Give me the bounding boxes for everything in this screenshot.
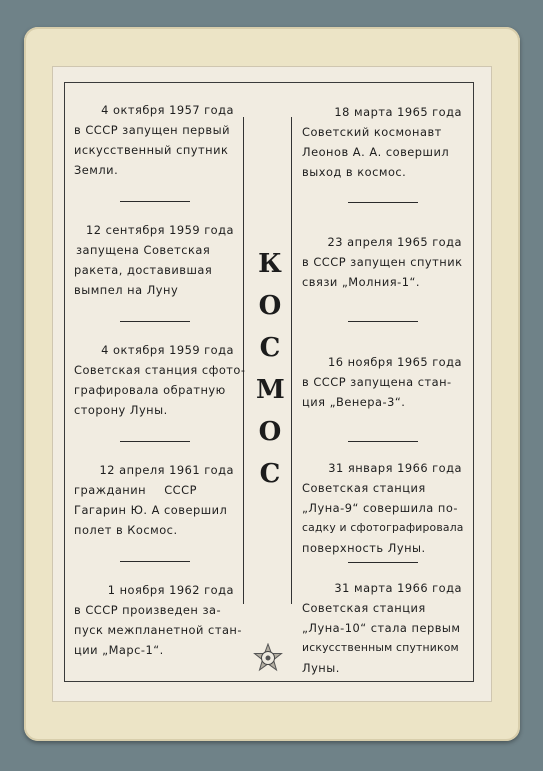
- separator: [120, 561, 190, 562]
- entry-line: Советский космонавт: [302, 125, 442, 139]
- entry-line: ракета, доставившая: [74, 263, 213, 277]
- entry-date: 18 марта 1965 года: [334, 105, 462, 119]
- entry-line: Советская станция: [302, 481, 426, 495]
- entry-date: 1 ноября 1962 года: [107, 583, 234, 597]
- right-entry-3: [302, 352, 462, 412]
- star-emblem-icon: [253, 643, 283, 673]
- entry-line: вымпел на Луну: [74, 283, 179, 297]
- right-entry-2: [302, 232, 463, 292]
- entry-date: 12 апреля 1961 года: [99, 463, 234, 477]
- separator: [120, 321, 190, 322]
- entry-line: Луны.: [302, 661, 340, 675]
- entry-line: запущена Советская: [76, 243, 211, 257]
- title-letter: О: [258, 291, 282, 321]
- entry-line: Советская станция сфото-: [74, 363, 246, 377]
- entry-date: 31 января 1966 года: [328, 461, 462, 475]
- entry-line: полет в Космос.: [74, 523, 178, 537]
- right-entry-1: [302, 102, 462, 182]
- entry-line: ции „Марс-1“.: [74, 643, 164, 657]
- right-entry-5: [302, 578, 462, 678]
- entry-line: Леонов А. А. совершил: [302, 145, 450, 159]
- entry-line: искусственным спутником: [302, 641, 459, 654]
- entry-date: 31 марта 1966 года: [334, 581, 462, 595]
- entry-line: Земли.: [74, 163, 119, 177]
- separator: [348, 441, 418, 442]
- entry-line: ция „Венера-3“.: [302, 395, 406, 409]
- entry-date: 16 ноября 1965 года: [327, 355, 462, 369]
- entry-line: „Луна-10“ стала первым: [302, 621, 461, 635]
- separator: [348, 202, 418, 203]
- entry-line: Гагарин Ю. А совершил: [74, 503, 228, 517]
- entry-line: поверхность Луны.: [302, 541, 426, 555]
- entry-line: гражданин СССР: [74, 483, 197, 497]
- entry-line: „Луна-9“ совершила по-: [302, 501, 458, 515]
- separator: [348, 562, 418, 563]
- entry-line: Советская станция: [302, 601, 426, 615]
- entry-line: сторону Луны.: [74, 403, 168, 417]
- entry-line: искусственный спутник: [74, 143, 229, 157]
- separator: [348, 321, 418, 322]
- separator: [120, 441, 190, 442]
- entry-line: графировала обратную: [74, 383, 226, 397]
- left-entry-5: [74, 580, 242, 660]
- entry-line: в СССР запущена стан-: [302, 375, 452, 389]
- entry-line: в СССР запущен первый: [74, 123, 231, 137]
- left-entry-3: [74, 340, 246, 420]
- title-letter: К: [258, 249, 282, 279]
- entry-date: 4 октября 1959 года: [101, 343, 234, 357]
- right-entry-4: [302, 458, 464, 558]
- entry-date: 12 сентября 1959 года: [86, 223, 234, 237]
- separator: [120, 201, 190, 202]
- title-letter: М: [256, 375, 285, 405]
- column-divider-right: [291, 117, 292, 604]
- left-entry-1: [74, 100, 234, 180]
- entry-line: садку и сфотографировала: [302, 521, 464, 534]
- left-entry-2: [74, 220, 234, 300]
- title-letter: С: [259, 459, 281, 489]
- title-kosmos: [256, 243, 284, 495]
- entry-line: в СССР произведен за-: [74, 603, 222, 617]
- entry-date: 23 апреля 1965 года: [327, 235, 462, 249]
- left-entry-4: [74, 460, 234, 540]
- entry-date: 4 октября 1957 года: [101, 103, 234, 117]
- entry-line: выход в космос.: [302, 165, 407, 179]
- entry-line: в СССР запущен спутник: [302, 255, 463, 269]
- entry-line: пуск межпланетной стан-: [74, 623, 242, 637]
- entry-line: связи „Молния-1“.: [302, 275, 420, 289]
- title-letter: О: [258, 417, 282, 447]
- title-letter: С: [259, 333, 281, 363]
